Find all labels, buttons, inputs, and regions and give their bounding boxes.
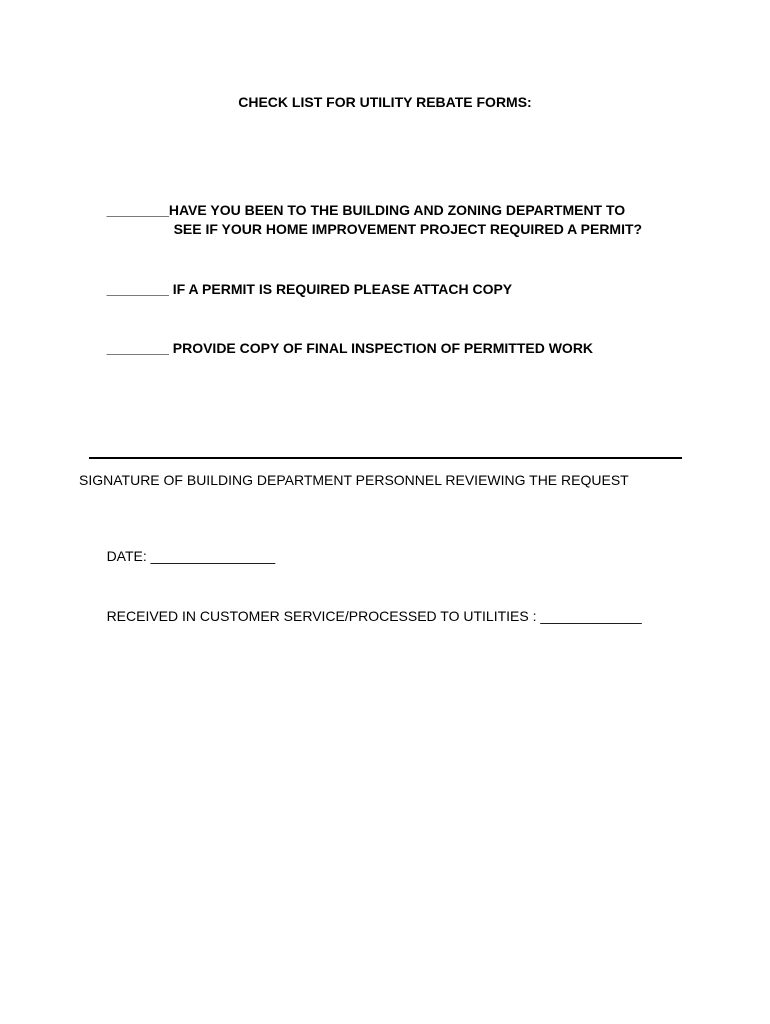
- form-title: CHECK LIST FOR UTILITY REBATE FORMS:: [238, 94, 532, 110]
- date-field: [91, 531, 275, 582]
- checkbox-blank: ________: [106, 340, 169, 356]
- checklist-item-attach-permit: [91, 261, 512, 318]
- signature-line: [89, 457, 682, 459]
- received-label: RECEIVED IN CUSTOMER SERVICE/PROCESSED TO UTILITIES :: [106, 608, 541, 624]
- checklist-item-text: IF A PERMIT IS REQUIRED PLEASE ATTACH COPY: [168, 281, 513, 297]
- checkbox-blank: ________: [106, 202, 169, 218]
- checklist-item-final-inspection: [91, 320, 593, 377]
- received-blank: _____________: [540, 608, 642, 624]
- signature-label: SIGNATURE OF BUILDING DEPARTMENT PERSONNEL REVIEWING THE REQUEST: [79, 472, 629, 488]
- checklist-item-text-line1: HAVE YOU BEEN TO THE BUILDING AND ZONING DEPARTMENT TO: [168, 202, 626, 218]
- checklist-item-text: PROVIDE COPY OF FINAL INSPECTION OF PERMITTED WORK: [168, 340, 594, 356]
- checklist-item-building-zoning-line2: [158, 201, 642, 258]
- received-field: [91, 591, 642, 642]
- checklist-item-text-line2: SEE IF YOUR HOME IMPROVEMENT PROJECT REQUIRED A PERMIT?: [173, 221, 643, 237]
- date-blank: ________________: [150, 548, 276, 564]
- date-label: DATE:: [106, 548, 151, 564]
- checkbox-blank: ________: [106, 281, 169, 297]
